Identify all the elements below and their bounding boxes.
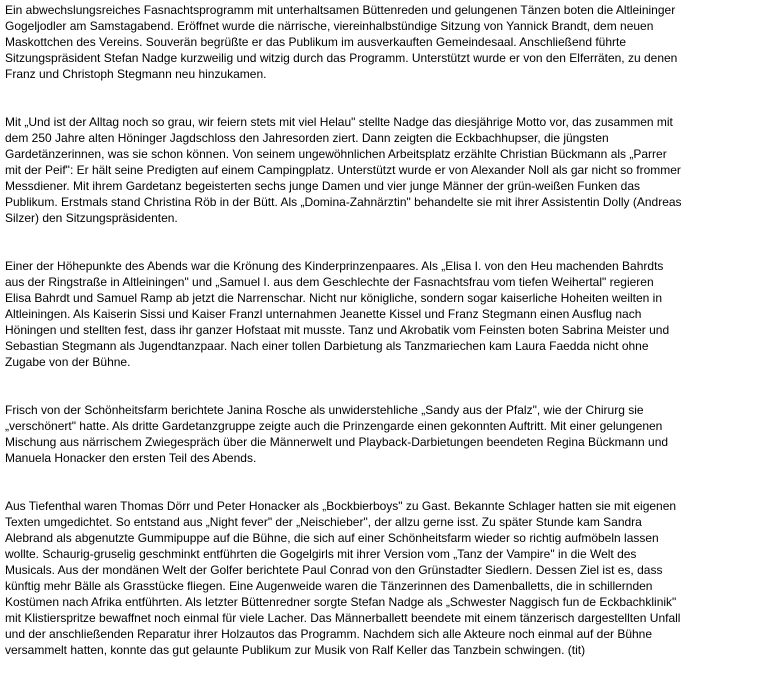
paragraph-2: Mit „Und ist der Alltag noch so grau, wir feiern stets mit viel Helau" stellte Nadge das diesjährige Motto vor, das zusammen mit dem 250 Jahre alten Höninger Jagdschloss den Jahresorden ziert. Dann zeigten die Eckbachhupser, die jüngsten Gardetänzerinnen, was sie schon können. Von seinem ungewöhnlichen Arbeitsplatz erzählte Christian Bückmann als „Parrer mit der Peif": Er hält seine Predigten auf einem Campingplatz. Unterstützt wurde er von Alexander Noll als gar nicht so frommer Messdiener. Mit ihrem Gardetanz begeisterten sechs junge Damen und vier junge Männer der grün-weißen Funken das Publikum. Erstmals stand Christina Röb in der Bütt. Als „Domina-Zahnärztin" behandelte sie mit ihrer Assistentin Dolly (Andreas Silzer) den Sitzungspräsidenten.	[5, 115, 682, 225]
paragraph-5: Aus Tiefenthal waren Thomas Dörr und Peter Honacker als „Bockbierboys" zu Gast. Bekannte Schlager hatten sie mit eigenen Texten umgedichtet. So entstand aus „Night fever" der „Neischieber", der allzu gerne isst. Zu später Stunde kam Sandra Alebrand als abgenutzte Gummipuppe auf die Bühne, die sich auf einer Schönheitsfarm wieder so richtig aufmöbeln lassen wollte. Schaurig-gruselig geschminkt entführten die Gogelgirls mit ihrer Version vom „Tanz der Vampire" in die Welt des Musicals. Aus der mondänen Welt der Golfer berichtete Paul Conrad von den Grünstadter Siedlern. Dessen Ziel ist es, dass künftig mehr Bälle als Grasstücke fliegen. Eine Augenweide waren die Tänzerinnen des Damenballetts, die in schillernden Kostümen nach Afrika entführten. Als letzter Büttenredner sorgte Stefan Nadge als „Schwester Naggisch fun de Eckbachklinik" mit Klistierspritze bewaffnet noch einmal für viele Lacher. Das Männerballett beendete mit einem tänzerisch dargestellten Unfall und der anschließenden Reparatur ihrer Holzautos das Programm. Nachdem sich alle Akteure noch einmal auf der Bühne versammelt hatten, konnte das gut gelaunte Publikum zur Musik von Ralf Keller das Tanzbein schwingen. (tit)	[5, 499, 681, 657]
paragraph-spacer	[5, 466, 751, 498]
paragraph-3: Einer der Höhepunkte des Abends war die Krönung des Kinderprinzenpaares. Als „Elisa I. von den Heu machenden Bahrdts aus der Ringstraße in Altleiningen" und „Samuel I. aus dem Geschlechte der Fasnachtsfrau vom tiefen Weihertal" regieren Elisa Bahrdt und Samuel Ramp ab jetzt die Narrenschar. Nicht nur königliche, sondern sogar kaiserliche Hoheiten weilten in Altleiningen. Als Kaiserin Sissi und Kaiser Franzl unternahmen Jeanette Kissel und Franz Stegmann einen Ausflug nach Höningen und stellten fest, dass ihr ganzer Hofstaat mit musste. Tanz und Akrobatik vom Feinsten boten Sabrina Meister und Sebastian Stegmann als Jugendtanzpaar. Nach einer tollen Darbietung als Tanzmariechen kam Laura Faedda nicht ohne Zugabe von der Bühne.	[5, 259, 670, 369]
paragraph-spacer	[5, 82, 751, 114]
paragraph-spacer	[5, 370, 751, 402]
paragraph-1: Ein abwechslungsreiches Fasnachtsprogramm mit unterhaltsamen Büttenreden und gelungenen Tänzen boten die Altleininger Gogeljodler am Samstagabend. Eröffnet wurde die närrische, viereinhalbstündige Sitzung von Yannick Brandt, dem neuen Maskottchen des Vereins. Souverän begrüßte er das Publikum im ausverkauften Gemeindesaal. Anschließend führte Sitzungspräsident Stefan Nadge kurzweilig und witzig durch das Programm. Unterstützt wurde er von den Elferräten, zu denen Franz und Christoph Stegmann neu hinzukamen.	[5, 3, 678, 81]
paragraph-spacer	[5, 226, 751, 258]
paragraph-4: Frisch von der Schönheitsfarm berichtete Janina Rosche als unwiderstehliche „Sandy aus der Pfalz", wie der Chirurg sie „verschönert" hatte. Als dritte Gardetanzgruppe zeigte auch die Prinzengarde einen gekonnten Auftritt. Mit einer gelungenen Mischung aus närrischem Zwiegespräch über die Männerwelt und Playback-Darbietungen beendeten Regina Bückmann und Manuela Honacker den ersten Teil des Abends.	[5, 403, 669, 465]
